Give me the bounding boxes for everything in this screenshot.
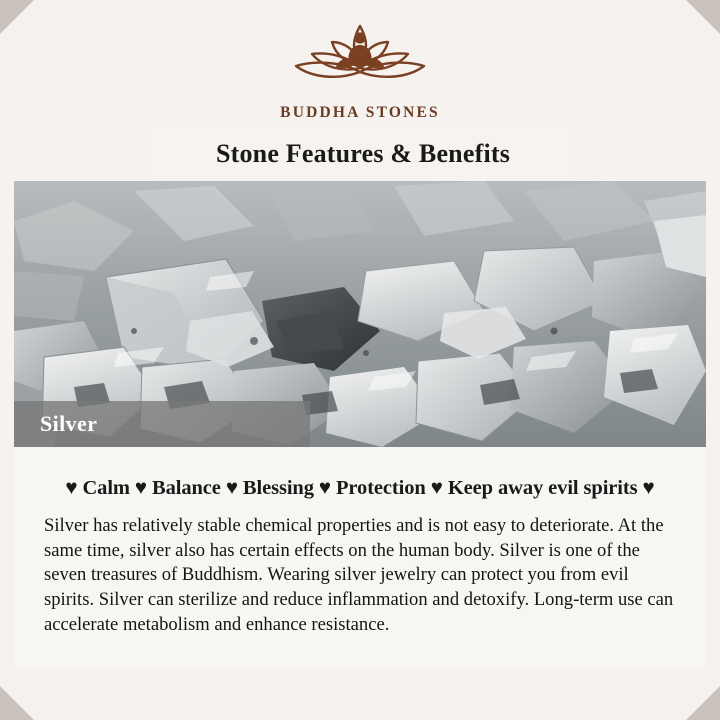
stone-name: Silver — [40, 411, 98, 436]
page-title: Stone Features & Benefits — [215, 139, 511, 168]
corner-accent-bottom-left — [0, 686, 34, 720]
lotus-meditation-icon — [276, 18, 444, 102]
benefit-keywords: ♥ Calm ♥ Balance ♥ Blessing ♥ Protection ♥ Keep away evil spirits ♥ — [65, 477, 655, 499]
stone-name-overlay — [14, 401, 310, 447]
brand-name: BUDDHA STONES — [280, 104, 440, 121]
corner-accent-bottom-right — [686, 686, 720, 720]
section-title-band — [152, 128, 574, 180]
stone-description-text: Silver has relatively stable chemical properties and is not easy to deteriorate. At the same time, silver also has certain effects on the human body. Silver is one of the seven treasures of Buddhism. Wearing silver jewelry can protect you from evil spirits. Silver can sterilize and reduce inflammation and detoxify. Long-term use can accelerate metabolism and enhance resistance. — [44, 515, 674, 635]
stone-description-panel — [14, 447, 706, 669]
brand-logo-area — [0, 18, 720, 122]
